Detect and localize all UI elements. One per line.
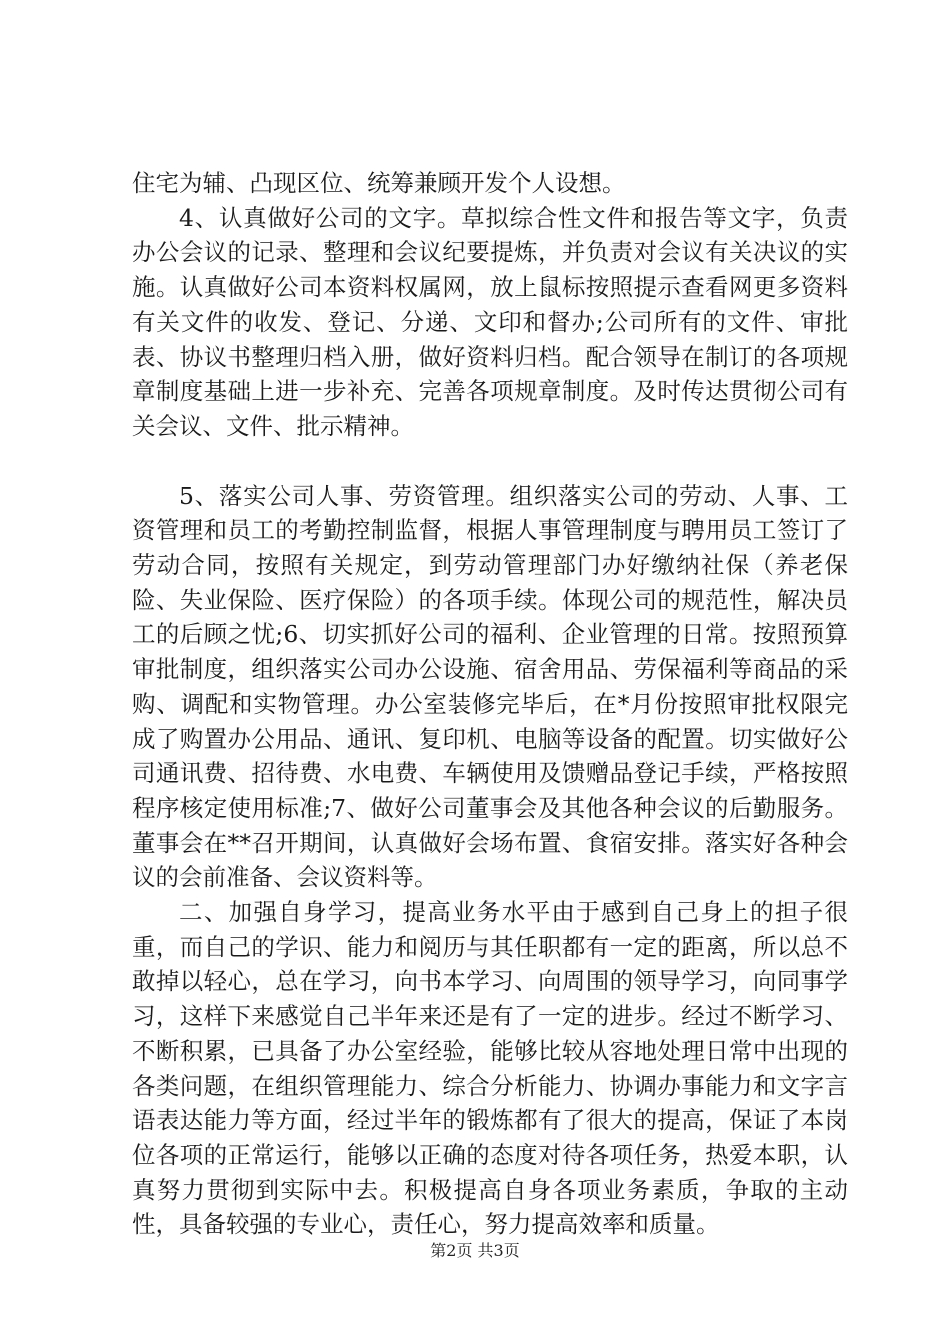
page-number-footer: 第2页 共3页 bbox=[430, 1241, 520, 1260]
paragraph-item-4: 4、认真做好公司的文字。草拟综合性文件和报告等文字，负责办公会议的记录、整理和会议纪要提炼，并负责对会议有关决议的实施。认真做好公司本资料权属网，放上鼠标按照提示查看网更多资料有关文件的收发、登记、分递、文印和督办;公司所有的文件、审批表、协议书整理归档入册，做好资料归档。配合领导在制订的各项规章制度基础上进一步补充、完善各项规章制度。及时传达贯彻公司有关会议、文件、批示精神。 bbox=[132, 203, 848, 440]
paragraph-continuation: 住宅为辅、凸现区位、统筹兼顾开发个人设想。 bbox=[132, 169, 626, 197]
paragraph-section-2: 二、加强自身学习，提高业务水平由于感到自己身上的担子很重，而自己的学识、能力和阅历与其任职都有一定的距离，所以总不敢掉以轻心，总在学习，向书本学习、向周围的领导学习，向同事学习，这样下来感觉自己半年来还是有了一定的进步。经过不断学习、不断积累，已具备了办公室经验，能够比较从容地处理日常中出现的各类问题，在组织管理能力、综合分析能力、协调办事能力和文字言语表达能力等方面，经过半年的锻炼都有了很大的提高，保证了本岗位各项的正常运行，能够以正确的态度对待各项任务，热爱本职，认真努力贯彻到实际中去。积极提高自身各项业务素质，争取的主动性，具备较强的专业心，责任心，努力提高效率和质量。 bbox=[132, 898, 848, 1239]
paragraph-item-5: 5、落实公司人事、劳资管理。组织落实公司的劳动、人事、工资管理和员工的考勤控制监督，根据人事管理制度与聘用员工签订了劳动合同，按照有关规定，到劳动管理部门办好缴纳社保（养老保险、失业保险、医疗保险）的各项手续。体现公司的规范性，解决员工的后顾之忧;6、切实抓好公司的福利、企业管理的日常。按照预算审批制度，组织落实公司办公设施、宿舍用品、劳保福利等商品的采购、调配和实物管理。办公室装修完毕后，在*月份按照审批权限完成了购置办公用品、通讯、复印机、电脑等设备的配置。切实做好公司通讯费、招待费、水电费、车辆使用及馈赠品登记手续，严格按照程序核定使用标准;7、做好公司董事会及其他各种会议的后勤服务。董事会在**召开期间，认真做好会场布置、食宿安排。落实好各种会议的会前准备、会议资料等。 bbox=[132, 481, 848, 892]
document-body bbox=[132, 166, 848, 1242]
paragraph-gap bbox=[132, 444, 848, 479]
